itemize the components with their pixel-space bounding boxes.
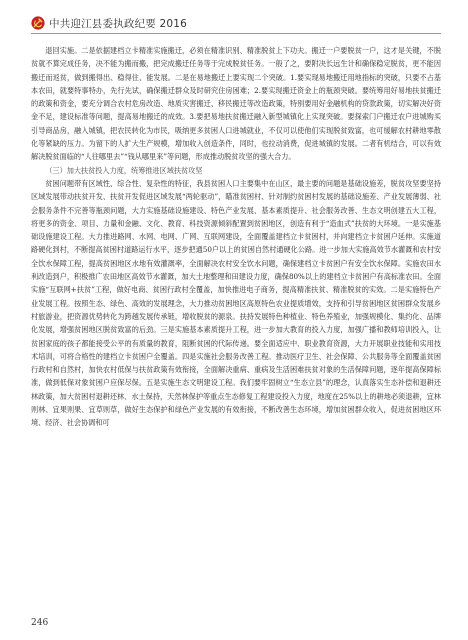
party-emblem-icon-graphic	[31, 16, 45, 30]
page-number: 246	[31, 618, 49, 628]
running-head-title: 中共迎江县委执政纪要 2016	[49, 17, 188, 30]
paragraph-relocation: 退回实施。二是依据建档立卡精准实施搬迁，必须在精准识别、精准脱贫上下功夫。搬迁一户要脱贫一户，这才是关键，不脱贫就不算完成任务，决不能为搬而搬，把完成搬迁任务等于完成脱贫任务。一般了之，要附决长远生计和确保稳定脱贫，更不能因搬迁而返贫，做到搬得出、稳得住、能发展。二是在易地搬迁上要实现二个突破。1.要实现易地搬迁用地指标的突破，只要不占基本农田，就要特事特办，先行先试，确保搬迁群众及时研究住房困难；2.要实现搬迁资金上的瓶颈突破。要统筹用好易地扶贫搬迁的政策和资金，要充分调合农村危房改造、地质灾害搬迁、移民搬迁等改造政策，特别要用好金融机构的贷款政策，切实解决好资金不足，建设标准等问题，提高易地搬迁的成效。3.要把易地扶贫搬迁融入新型城镇化上实现突破。要探索门户搬迁农户进城购买引导商品房，融入城镇，把农民转化为市民，吸纳更多贫困人口进城就业，不仅可以使他们实现脱贫致富，也可缓解农村耕地零散化等紧缺的压力。为留下的人扩大生产规模，增加收入创造条件，同时，也拉动消费，促进城镇的发展。二者有机结合，可以有效解决脱贫面临的“人往哪里去”“钱从哪里来”等问题，形成推动脱贫攻坚的强大合力。	[31, 46, 441, 162]
paragraph-regional-poverty: 贫困问题带有区域性、综合性、复杂性的特征，我县贫困人口主要集中在山区，最主要的问题是基础设施差，脱贫攻坚要坚持区域发展带动扶贫开发、扶贫开发促进区域发展“两轮驱动”，瞄准贫困村、针对制约贫困村发展的基础设施差、产业发展薄弱、社会服务条件不完善等瓶颈问题，大力实施基础设施建设、特色产业发展、基本素质提升、社会服务改善、生态文明创建五大工程，将更多的资金、项目、力量和金融、文化、教育、科技资源倾斜配置到贫困地区，创造有利于“造血式”扶贫的大环境。一是实施基础设施建设工程。大力推进路网、水网、电网、广网、互联网建设，全面覆盖建档立卡贫困村，并向建档立卡贫困户延伸。实施道路硬化到村，不断提高贫困村道路运行水平，逐步把通50户以上的贫困自然村通硬化公路。进一步加大实施高效节水灌溉和农村安全饮水保障工程，提高贫困地区水地有效灌溉率，全面解决农村安全饮水问题，确保建档立卡贫困户有安全饮水保障。实施农田水利改造到户，积极推广农田地区高效节水灌溉，加大土地整理和田建设力度，确保80%以上的建档立卡贫困户有高标准农田。全面实施“互联网+扶贫”工程，做好电商、贫困行政村全覆盖，加快推进电子商务，提高精准扶贫、精准脱贫的实效。二是实施特色产业发展工程。按照生态、绿色、高效的发展理念，大力推动贫困地区高原特色农业提质增效，支持和引导贫困地区贫困群众发展乡村旅游业，把资源优势转化为跨越发展传承链，增收脱贫的源泉。扶持发展特色种植业、特色养殖业，加强规模化、集约化、品牌化发展，增强贫困地区脱贫致富的后劲。三是实施基本素质提升工程，进一步加大教育的投入力度，加强广播和教师培训投入，让贫困家庭的孩子都能接受公平的有质量的教育，阻断贫困的代际传递。要全面适应中、职业教育资源，大力开展职业技能和实用技术培训，可将合格性的建档立卡贫困户全覆盖。四是实施社会服务改善工程。推动医疗卫生、社会保障、公共服务等全面覆盖贫困行政村和自然村，加快农村低保与扶贫政策有效衔接，全面解决重病、重病及生活困难扶贫对象的生活保障问题，逐年提高保障标准，做到低保对象贫困户应保尽保。五是实施生态文明建设工程。我们要牢固树立“生态立县”的理念，认真落实生态补偿和退耕还林政策，加大贫困村退耕还林、水土保持，天然林保护等重点生态修复工程建设投入力度，地度在25%以上的耕地必须退耕，宜林则林、宜果则果、宜草则草，做好生态保护和绿色产业发展的有效衔接，不断改善生态环境，增加贫困群众收入，促进贫困地区环境、经济、社会协调和可	[31, 178, 441, 428]
section-subheading: （三）加大扶贫投入力度，统筹推进区域扶贫攻坚	[45, 165, 203, 175]
running-header	[31, 13, 441, 33]
header-rule	[31, 33, 441, 34]
body-text	[31, 44, 441, 430]
party-emblem-icon	[31, 16, 45, 30]
